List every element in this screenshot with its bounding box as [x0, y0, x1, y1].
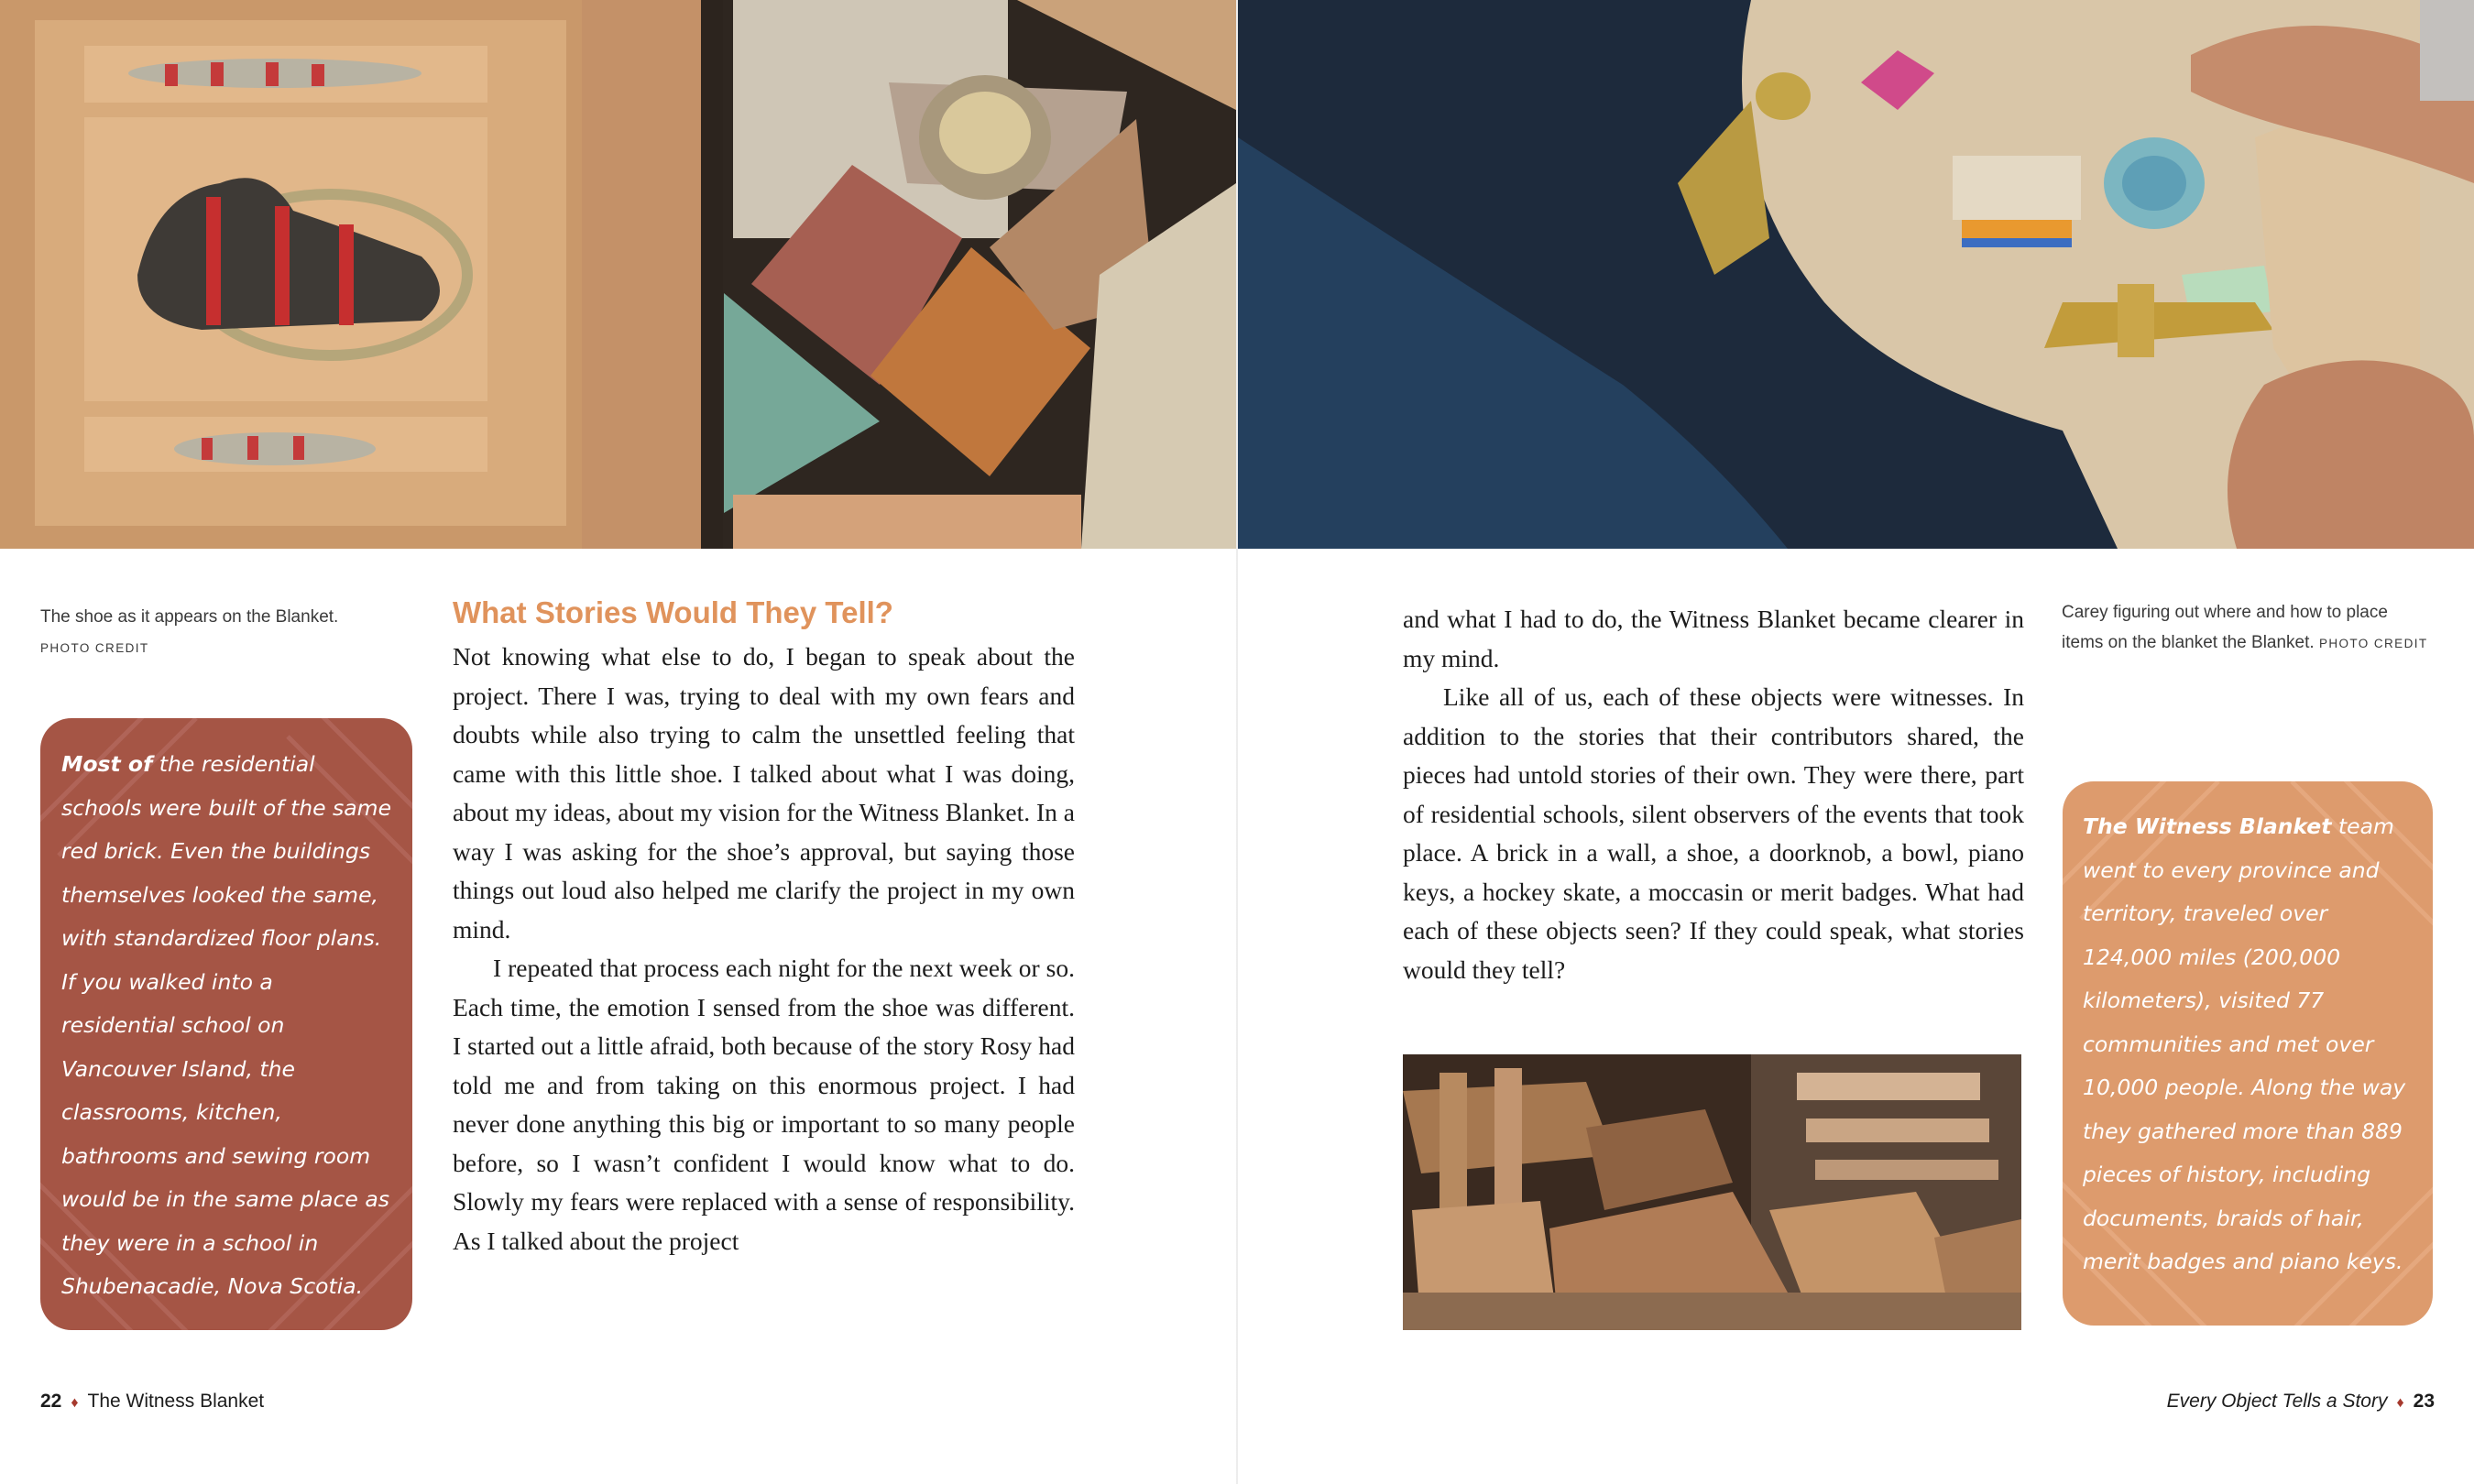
paragraph: and what I had to do, the Witness Blanket became clearer in my mind.: [1403, 605, 2024, 672]
page-number: 22: [40, 1391, 62, 1412]
shoe-photo-caption: [40, 602, 389, 663]
running-head: Every Object Tells a Story: [2166, 1391, 2388, 1412]
sidebar-text: [61, 743, 392, 1309]
sidebar-body: team went to every province and territory, traveled over 124,000 miles (200,000 kilometers), visited 77 communities and met over 10,000 people. Along the way they gathered more than 889 pieces of history, including documents, braids of hair, merit badges and piano keys.: [2083, 813, 2406, 1274]
photo-credit: PHOTO CREDIT: [40, 641, 149, 655]
right-body-text: [1403, 600, 2024, 989]
residential-schools-sidebar: [40, 718, 412, 1330]
sidebar-lead: Most of: [61, 751, 153, 777]
caption-text: Carey figuring out where and how to place items on the blanket the Blanket.: [2062, 603, 2388, 652]
paragraph: Not knowing what else to do, I began to speak about the project. There I was, trying to deal with my own fears and doubts while also trying to calm the unsettled feeling that came with this little shoe. I talked about what I was doing, about my ideas, about my vision for the Witness Blanket. In a way I was asking for the shoe’s approval, but saying those things out loud also helped me clarify the project in my own mind.: [453, 642, 1075, 944]
paragraph: Like all of us, each of these objects were witnesses. In addition to the stories that their contributors shared, the pieces had untold stories of their own. They were there, part of residential schools, silent observers of the events that took place. A brick in a wall, a shoe, a doorknob, a bowl, piano keys, a hockey skate, a moccasin or merit badges. What had each of these objects seen? If they could speak, what stories would they tell?: [1403, 682, 2024, 984]
sidebar-text: [2083, 805, 2413, 1284]
page-number: 23: [2413, 1391, 2435, 1412]
paragraph: I repeated that process each night for the next week or so. Each time, the emotion I sensed from the shoe was different. I started out a little afraid, both because of the story Rosy had told me and from taking on this enormous project. I had never done anything this big or important to so many people before, so I wasn’t confident I would know what to do. Slowly my fears were replaced with a sense of responsibility. As I talked about the project: [453, 954, 1075, 1255]
carey-placing-items-photo: [1238, 0, 2474, 549]
wood-blocks-photo: [1403, 1054, 2021, 1330]
section-heading: What Stories Would They Tell?: [453, 595, 893, 629]
left-folio: [40, 1391, 264, 1413]
carey-photo-caption: [2062, 597, 2428, 659]
diamond-icon: ♦: [2396, 1395, 2404, 1411]
photo-credit: PHOTO CREDIT: [2318, 637, 2428, 650]
diamond-icon: ♦: [71, 1395, 79, 1411]
shoe-on-blanket-photo: [0, 0, 1236, 549]
left-page: [0, 0, 1236, 1484]
running-head: The Witness Blanket: [87, 1391, 265, 1412]
sidebar-lead: The Witness Blanket: [2083, 813, 2332, 839]
sidebar-body: the residential schools were built of the same red brick. Even the buildings themselves looked the same, with standardized floor plans. If you walked into a residential school on Vancouver Island, the classrooms, kitchen, bathrooms and sewing room would be in the same place as they were in a school in Shubenacadie, Nova Scotia.: [61, 751, 392, 1299]
right-folio: [2167, 1391, 2435, 1413]
witness-blanket-sidebar: [2063, 781, 2433, 1326]
right-page: [1238, 0, 2474, 1484]
left-body-text: [453, 638, 1075, 1260]
caption-text: The shoe as it appears on the Blanket.: [40, 607, 339, 627]
